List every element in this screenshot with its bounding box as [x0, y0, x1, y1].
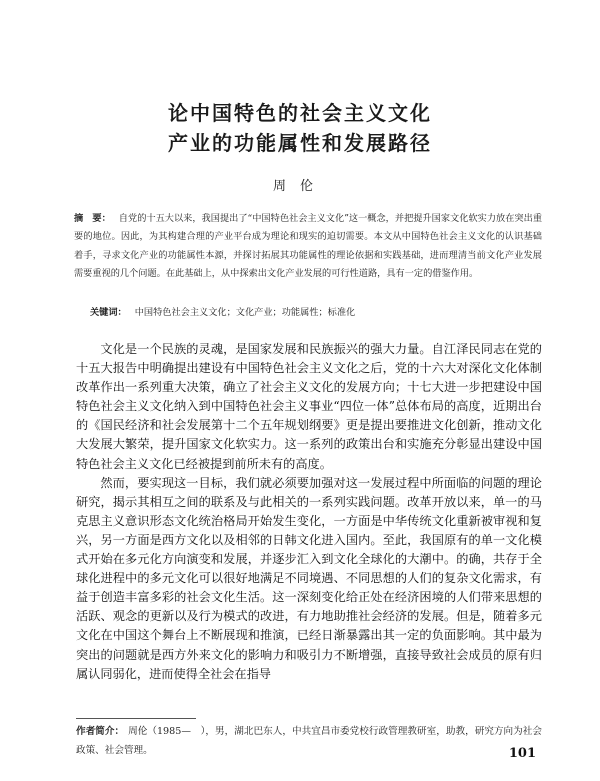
- body-paragraph: 然而，要实现这一目标，我们就必须要加强对这一发展过程中所面临的问题的理论研究，揭示其相互之间的联系及与此相关的一系列实践问题。改革开放以来，单一的马克思主义意识形态文化统治格局开始发生变化，一方面是中华传统文化重新被审视和复兴，另一方面是西方文化以及相邻的日韩文化进入国内。至此，我国原有的单一文化模式开始在多元化方向演变和发展，并逐步汇入到文化全球化的大潮中。的确，共存于全球化进程中的多元文化可以很好地满足不同境遇、不同思想的人们的复杂文化需求，有益于创造丰富多彩的社会文化生活。这一深刻变化给正处在经济困境的人们带来思想的活跃、观念的更新以及行为模式的改进，有力地助推社会经济的发展。但是，随着多元文化在中国这个舞台上不断展现和推演，已经日渐暴露出其一定的负面影响。其中最为突出的问题就是西方外来文化的影响力和吸引力不断增强，直接导致社会成员的原有归属认同弱化，进而使得全社会在指导: [76, 475, 542, 681]
- body-text: [76, 340, 542, 684]
- keywords-text: 中国特色社会主义文化；文化产业；功能属性；标准化: [134, 307, 356, 318]
- abstract-label: 摘 要：: [74, 213, 111, 224]
- abstract-text: 自党的十五大以来，我国提出了“中国特色社会主义文化”这一概念，并把提升国家文化软实力放在突出重要的地位。因此，为其构建合理的产业平台成为理论和现实的迫切需要。本文从中国特色社会主义文化的认识基础着手，寻求文化产业的功能属性本源，并探讨拓展其功能属性的理论依据和实践基础，进而理清当前文化产业发展需要重视的几个问题。在此基础上，从中探索出文化产业发展的可行性道路，具有一定的借鉴作用。: [74, 213, 542, 280]
- title-line-2: 产业的功能属性和发展路径: [168, 131, 432, 155]
- author-name: 周伦: [272, 179, 327, 194]
- title-line-1: 论中国特色的社会主义文化: [168, 101, 432, 125]
- footnote-label: 作者简介：: [76, 726, 125, 737]
- author-footnote: [76, 722, 542, 760]
- keywords-label: 关键词：: [90, 307, 127, 318]
- body-paragraph: 文化是一个民族的灵魂，是国家发展和民族振兴的强大力量。自江泽民同志在党的十五大报告中明确提出建设有中国特色社会主义文化之后，党的十六大对深化文化体制改革作出一系列重大决策，确立了社会主义文化的发展方向；十七大进一步把建设中国特色社会主义文化纳入到中国特色社会主义事业“四位一体”总体布局的高度，近期出台的《国民经济和社会发展第十二个五年规划纲要》更是提出要推进文化创新，推动文化大发展大繁荣，提升国家文化软实力。这一系列的政策出台和实施充分彰显出建设中国特色社会主义文化已经被提到前所未有的高度。: [76, 342, 542, 471]
- paper-title: [0, 98, 600, 158]
- keywords: [90, 305, 542, 321]
- page-number: 101: [508, 746, 536, 761]
- abstract: [74, 210, 542, 284]
- footnote-divider: [76, 718, 196, 719]
- footnote-text: 周伦（1985— ），男，湖北巴东人，中共宜昌市委党校行政管理教研室，助教，研究方向为社会政策、社会管理。: [76, 726, 542, 756]
